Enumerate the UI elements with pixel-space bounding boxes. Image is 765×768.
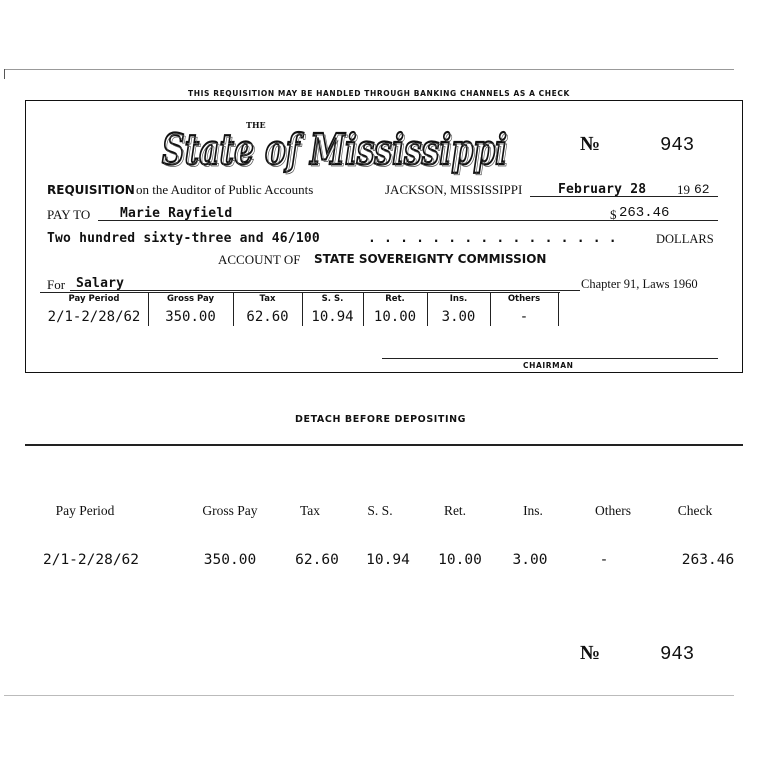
check-table-value: 10.00	[373, 309, 417, 325]
statute-reference: Chapter 91, Laws 1960	[581, 277, 698, 291]
check-table-header: Ins.	[449, 294, 468, 304]
date-year-suffix: 62	[694, 182, 710, 197]
signature-line	[382, 358, 718, 359]
for-label: For	[47, 277, 66, 292]
state-seal-logo	[160, 114, 512, 176]
check-table-header: Others	[507, 294, 541, 304]
stub-table-value: 62.60	[295, 552, 339, 568]
check-table-divider	[558, 292, 559, 326]
requisition-label: REQUISITION	[47, 183, 135, 197]
check-table-value: 10.94	[311, 309, 354, 325]
stub-table-value: -	[599, 552, 609, 568]
scan-edge-top	[4, 69, 734, 70]
check-table-header: Ret.	[385, 294, 405, 304]
check-table-value: 350.00	[165, 309, 216, 325]
signature-title: CHAIRMAN	[523, 361, 574, 370]
date-month-day: February 28	[558, 182, 647, 197]
dollar-sign: $	[610, 207, 617, 222]
stub-table-value: 350.00	[203, 552, 257, 568]
check-table-header: S. S.	[321, 294, 344, 304]
city-label: JACKSON, MISSISSIPPI	[385, 182, 523, 197]
scan-edge-bottom	[4, 695, 734, 696]
for-underline	[70, 290, 580, 291]
stub-table-value: 263.46	[681, 552, 735, 568]
check-table-top-border	[40, 292, 560, 293]
stub-table-value: 3.00	[512, 552, 548, 568]
stub-table-header: Pay Period	[55, 503, 115, 518]
check-table-header: Gross Pay	[166, 294, 215, 304]
payee-name: Marie Rayfield	[120, 206, 233, 221]
date-year-prefix: 19	[677, 182, 690, 197]
requisition-number: 943	[660, 134, 695, 156]
check-table-divider	[363, 292, 364, 326]
stub-table-value: 2/1-2/28/62	[42, 552, 140, 568]
stub-table-header: Gross Pay	[202, 503, 258, 518]
banking-notice: THIS REQUISITION MAY BE HANDLED THROUGH BANKING CHANNELS AS A CHECK	[188, 89, 570, 98]
seal-title-shadow: State of Mississippi	[164, 127, 509, 176]
requisition-description: on the Auditor of Public Accounts	[136, 182, 314, 197]
stub-table-header: Check	[677, 503, 713, 518]
amount-in-words: Two hundred sixty-three and 46/100	[47, 231, 320, 246]
stub-table-header: S. S.	[367, 503, 393, 518]
stub-number-prefix: №	[580, 642, 601, 664]
payment-amount: 263.46	[619, 205, 670, 221]
account-prefix: ACCOUNT OF	[218, 252, 301, 267]
account-name: STATE SOVEREIGNTY COMMISSION	[314, 252, 547, 266]
check-table-header: Pay Period	[68, 294, 120, 304]
seal-title-text: State of Mississippi	[162, 125, 507, 174]
seal-the-text: THE	[246, 120, 266, 130]
stub-table-header: Ins.	[523, 503, 543, 518]
stub-requisition-number: 943	[660, 643, 695, 665]
pay-to-label: PAY TO	[47, 207, 91, 222]
stub-table-header: Tax	[299, 503, 321, 518]
stub-table-header: Ret.	[443, 503, 467, 518]
check-table-value: -	[519, 309, 529, 325]
dollars-label: DOLLARS	[656, 232, 714, 246]
stub-table-value: 10.94	[366, 552, 410, 568]
purpose-value: Salary	[76, 276, 125, 291]
check-table-value: 2/1-2/28/62	[47, 309, 141, 325]
detach-line	[25, 444, 743, 446]
number-prefix: №	[580, 133, 601, 155]
check-table-value: 62.60	[246, 309, 289, 325]
check-table-divider	[148, 292, 149, 326]
stub-table-header: Others	[595, 503, 631, 518]
check-table-header: Tax	[259, 294, 276, 304]
check-table-divider	[302, 292, 303, 326]
detach-notice: DETACH BEFORE DEPOSITING	[295, 414, 467, 425]
stub-table-value: 10.00	[438, 552, 482, 568]
check-table-divider	[490, 292, 491, 326]
check-table-value: 3.00	[441, 309, 476, 325]
check-table-divider	[427, 292, 428, 326]
amount-dots: . . . . . . . . . . . . . . . .	[368, 231, 617, 246]
scan-edge-left	[4, 69, 5, 79]
check-table-divider	[233, 292, 234, 326]
